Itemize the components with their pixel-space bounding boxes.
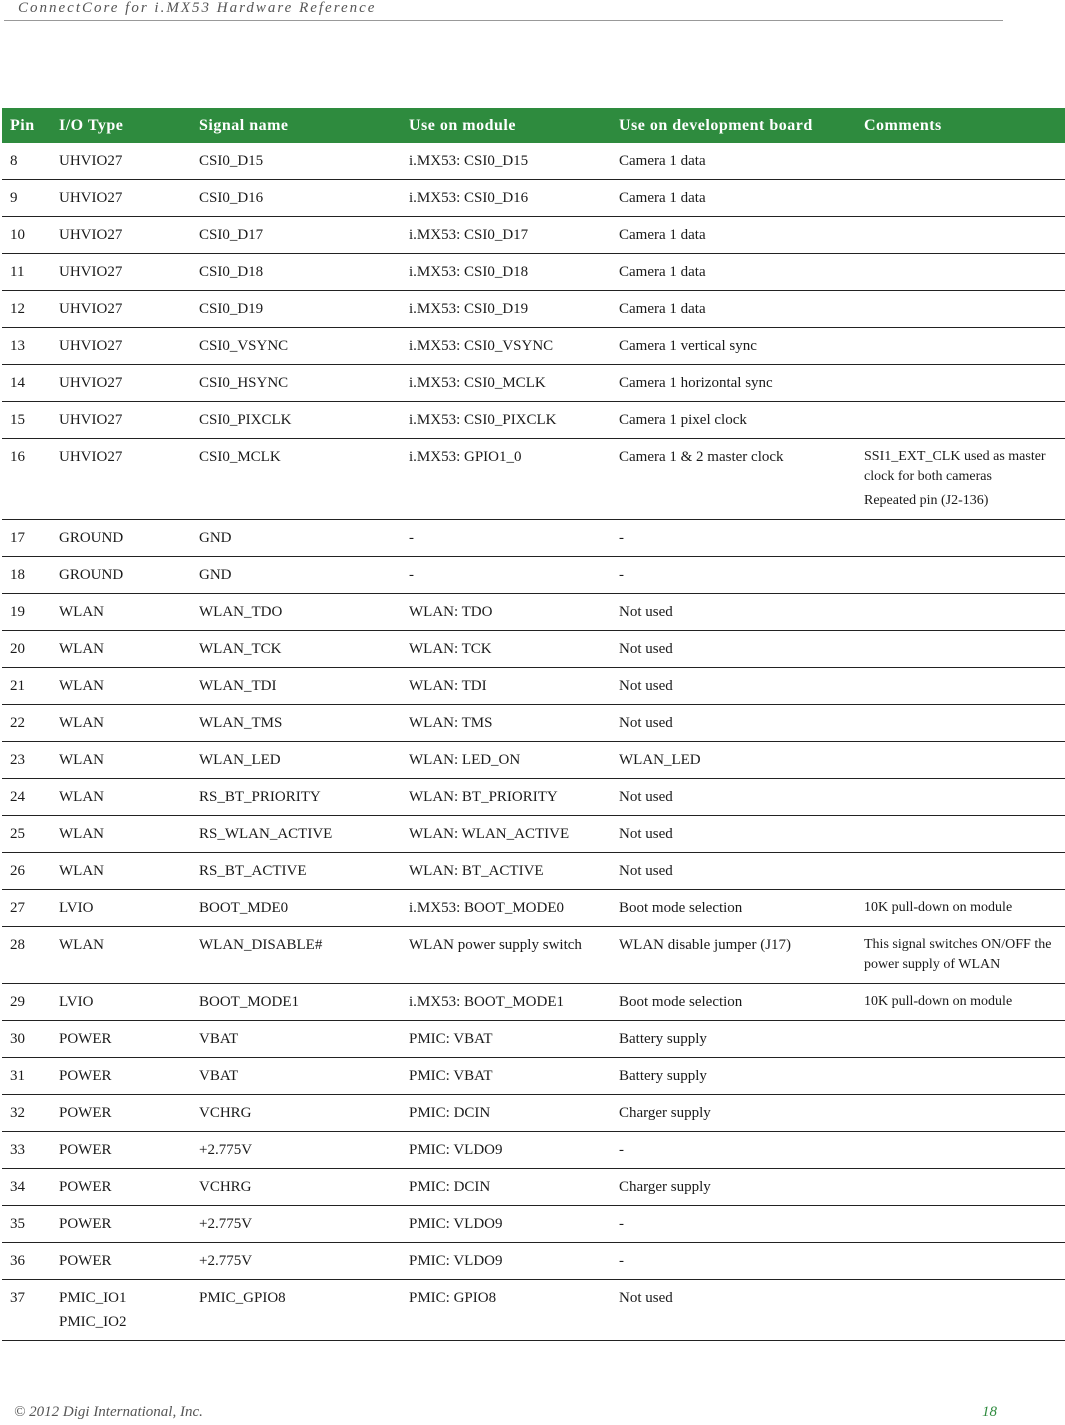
comments-cell <box>856 254 1065 291</box>
signal-name-cell: +2.775V <box>191 1132 401 1169</box>
comments-cell <box>856 1280 1065 1341</box>
use-on-module-cell: i.MX53: CSI0_D15 <box>401 143 611 180</box>
column-header-pin: Pin <box>2 108 51 143</box>
comments-cell <box>856 927 1065 984</box>
signal-name-cell: CSI0_D16 <box>191 180 401 217</box>
pin-cell: 15 <box>2 402 51 439</box>
table-row <box>2 890 1065 927</box>
use-on-module-cell: WLAN: BT_ACTIVE <box>401 853 611 890</box>
table-row <box>2 668 1065 705</box>
signal-name-cell: CSI0_PIXCLK <box>191 402 401 439</box>
pin-cell: 16 <box>2 439 51 520</box>
signal-name-cell: VBAT <box>191 1021 401 1058</box>
table-row <box>2 439 1065 520</box>
comments-cell <box>856 742 1065 779</box>
io-type-cell-line: WLAN <box>59 715 104 731</box>
signal-name-cell: RS_BT_ACTIVE <box>191 853 401 890</box>
io-type-cell <box>51 1095 191 1132</box>
use-on-module-cell: PMIC: GPIO8 <box>401 1280 611 1341</box>
io-type-cell <box>51 631 191 668</box>
comments-cell <box>856 520 1065 557</box>
use-on-module-cell: WLAN: TDO <box>401 594 611 631</box>
table-row <box>2 143 1065 180</box>
pin-cell: 29 <box>2 984 51 1021</box>
io-type-cell <box>51 927 191 984</box>
table-row <box>2 291 1065 328</box>
column-header-comments: Comments <box>856 108 1065 143</box>
pin-cell: 35 <box>2 1206 51 1243</box>
pin-cell: 34 <box>2 1169 51 1206</box>
io-type-cell-line: POWER <box>59 1179 112 1195</box>
pin-cell: 12 <box>2 291 51 328</box>
use-on-dev-board-cell: Camera 1 data <box>611 254 856 291</box>
signal-name-cell: CSI0_D19 <box>191 291 401 328</box>
comments-cell <box>856 890 1065 927</box>
comments-cell <box>856 143 1065 180</box>
use-on-dev-board-cell: Not used <box>611 631 856 668</box>
use-on-module-cell: PMIC: VBAT <box>401 1058 611 1095</box>
comments-cell <box>856 1021 1065 1058</box>
use-on-dev-board-cell: Camera 1 horizontal sync <box>611 365 856 402</box>
io-type-cell-line: WLAN <box>59 826 104 842</box>
pin-cell: 33 <box>2 1132 51 1169</box>
io-type-cell <box>51 143 191 180</box>
io-type-cell-line: LVIO <box>59 994 94 1010</box>
io-type-cell-line: UHVIO27 <box>59 338 123 354</box>
io-type-cell <box>51 1280 191 1341</box>
use-on-dev-board-cell: Camera 1 vertical sync <box>611 328 856 365</box>
pin-cell: 36 <box>2 1243 51 1280</box>
use-on-dev-board-cell: - <box>611 1206 856 1243</box>
table-row <box>2 705 1065 742</box>
use-on-module-cell: WLAN power supply switch <box>401 927 611 984</box>
table-row <box>2 1169 1065 1206</box>
io-type-cell <box>51 984 191 1021</box>
io-type-cell <box>51 853 191 890</box>
use-on-dev-board-cell: - <box>611 557 856 594</box>
signal-name-cell: CSI0_HSYNC <box>191 365 401 402</box>
table-row <box>2 254 1065 291</box>
use-on-module-cell: i.MX53: CSI0_MCLK <box>401 365 611 402</box>
comments-cell <box>856 217 1065 254</box>
comments-cell <box>856 180 1065 217</box>
footer-copyright: © 2012 Digi International, Inc. <box>14 1404 203 1420</box>
io-type-cell-line: WLAN <box>59 752 104 768</box>
use-on-module-cell: i.MX53: CSI0_D19 <box>401 291 611 328</box>
pin-cell: 14 <box>2 365 51 402</box>
use-on-dev-board-cell: Not used <box>611 853 856 890</box>
io-type-cell <box>51 742 191 779</box>
signal-name-cell: VCHRG <box>191 1095 401 1132</box>
io-type-cell <box>51 520 191 557</box>
use-on-dev-board-cell: Camera 1 data <box>611 180 856 217</box>
use-on-module-cell: WLAN: TCK <box>401 631 611 668</box>
comments-cell <box>856 631 1065 668</box>
signal-name-cell: WLAN_LED <box>191 742 401 779</box>
io-type-cell-line: UHVIO27 <box>59 412 123 428</box>
table-row <box>2 816 1065 853</box>
io-type-cell-line: POWER <box>59 1142 112 1158</box>
use-on-module-cell: PMIC: VLDO9 <box>401 1243 611 1280</box>
io-type-cell-line: PMIC_IO2 <box>59 1314 127 1330</box>
comments-cell <box>856 984 1065 1021</box>
io-type-cell-line: WLAN <box>59 937 104 953</box>
table-row <box>2 742 1065 779</box>
io-type-cell <box>51 557 191 594</box>
use-on-module-cell: i.MX53: CSI0_D17 <box>401 217 611 254</box>
use-on-module-cell: i.MX53: BOOT_MODE1 <box>401 984 611 1021</box>
io-type-cell <box>51 779 191 816</box>
comments-cell-line: SSI1_EXT_CLK used as master clock for both cameras <box>864 449 1046 484</box>
comments-cell <box>856 1169 1065 1206</box>
signal-name-cell: VCHRG <box>191 1169 401 1206</box>
pin-cell: 28 <box>2 927 51 984</box>
signal-name-cell: CSI0_VSYNC <box>191 328 401 365</box>
io-type-cell <box>51 1206 191 1243</box>
signal-name-cell: RS_BT_PRIORITY <box>191 779 401 816</box>
pin-cell: 10 <box>2 217 51 254</box>
pin-cell: 17 <box>2 520 51 557</box>
table-row <box>2 1132 1065 1169</box>
io-type-cell-line: UHVIO27 <box>59 301 123 317</box>
io-type-cell <box>51 1169 191 1206</box>
comments-cell-line: This signal switches ON/OFF the power supply of WLAN <box>864 937 1052 972</box>
use-on-module-cell: PMIC: DCIN <box>401 1169 611 1206</box>
use-on-dev-board-cell: - <box>611 520 856 557</box>
footer-page-number: 18 <box>982 1404 997 1420</box>
column-header-signal-name: Signal name <box>191 108 401 143</box>
io-type-cell-line: WLAN <box>59 863 104 879</box>
io-type-cell <box>51 816 191 853</box>
use-on-dev-board-cell: Charger supply <box>611 1095 856 1132</box>
pin-cell: 30 <box>2 1021 51 1058</box>
io-type-cell-line: POWER <box>59 1253 112 1269</box>
comments-cell-line: 10K pull-down on module <box>864 994 1013 1009</box>
table-row <box>2 557 1065 594</box>
signal-name-cell: GND <box>191 557 401 594</box>
io-type-cell-line: UHVIO27 <box>59 190 123 206</box>
signal-name-cell: CSI0_D17 <box>191 217 401 254</box>
table-row <box>2 594 1065 631</box>
use-on-module-cell: i.MX53: CSI0_VSYNC <box>401 328 611 365</box>
io-type-cell <box>51 594 191 631</box>
table-row <box>2 1243 1065 1280</box>
use-on-dev-board-cell: Not used <box>611 668 856 705</box>
use-on-dev-board-cell: Not used <box>611 705 856 742</box>
signal-name-cell: CSI0_D18 <box>191 254 401 291</box>
comments-cell <box>856 402 1065 439</box>
comments-cell <box>856 439 1065 520</box>
pin-cell: 32 <box>2 1095 51 1132</box>
header-rule <box>4 20 1003 21</box>
io-type-cell <box>51 402 191 439</box>
use-on-module-cell: PMIC: VLDO9 <box>401 1132 611 1169</box>
io-type-cell-line: UHVIO27 <box>59 153 123 169</box>
use-on-dev-board-cell: Battery supply <box>611 1058 856 1095</box>
io-type-cell <box>51 439 191 520</box>
table-row <box>2 1021 1065 1058</box>
table-row <box>2 1058 1065 1095</box>
pin-cell: 9 <box>2 180 51 217</box>
use-on-module-cell: PMIC: VBAT <box>401 1021 611 1058</box>
signal-name-cell: GND <box>191 520 401 557</box>
pin-cell: 22 <box>2 705 51 742</box>
signal-name-cell: BOOT_MODE1 <box>191 984 401 1021</box>
comments-cell <box>856 1243 1065 1280</box>
signal-name-cell: CSI0_MCLK <box>191 439 401 520</box>
io-type-cell-line: WLAN <box>59 604 104 620</box>
running-header: ConnectCore for i.MX53 Hardware Reference <box>18 0 377 16</box>
io-type-cell-line: GROUND <box>59 530 124 546</box>
pin-cell: 31 <box>2 1058 51 1095</box>
io-type-cell-line: LVIO <box>59 900 94 916</box>
table-row <box>2 927 1065 984</box>
use-on-dev-board-cell: Charger supply <box>611 1169 856 1206</box>
pin-cell: 18 <box>2 557 51 594</box>
comments-cell-line: 10K pull-down on module <box>864 900 1013 915</box>
io-type-cell-line: POWER <box>59 1216 112 1232</box>
comments-cell-line: Repeated pin (J2-136) <box>864 493 989 508</box>
io-type-cell-line: UHVIO27 <box>59 264 123 280</box>
io-type-cell-line: GROUND <box>59 567 124 583</box>
use-on-dev-board-cell: - <box>611 1243 856 1280</box>
use-on-module-cell: - <box>401 557 611 594</box>
use-on-module-cell: WLAN: WLAN_ACTIVE <box>401 816 611 853</box>
table-row <box>2 631 1065 668</box>
comments-cell <box>856 779 1065 816</box>
io-type-cell <box>51 217 191 254</box>
use-on-module-cell: WLAN: LED_ON <box>401 742 611 779</box>
use-on-dev-board-cell: Camera 1 & 2 master clock <box>611 439 856 520</box>
io-type-cell <box>51 180 191 217</box>
io-type-cell-line: UHVIO27 <box>59 449 123 465</box>
table-row <box>2 328 1065 365</box>
signal-name-cell: WLAN_DISABLE# <box>191 927 401 984</box>
signal-name-cell: PMIC_GPIO8 <box>191 1280 401 1341</box>
use-on-module-cell: PMIC: VLDO9 <box>401 1206 611 1243</box>
comments-cell <box>856 668 1065 705</box>
pin-cell: 11 <box>2 254 51 291</box>
pin-cell: 21 <box>2 668 51 705</box>
use-on-module-cell: i.MX53: CSI0_PIXCLK <box>401 402 611 439</box>
column-header-use-on-module: Use on module <box>401 108 611 143</box>
comments-cell <box>856 853 1065 890</box>
io-type-cell <box>51 1243 191 1280</box>
io-type-cell-line: UHVIO27 <box>59 375 123 391</box>
use-on-dev-board-cell: Camera 1 data <box>611 291 856 328</box>
pin-table-header-row <box>2 108 1065 143</box>
table-row <box>2 217 1065 254</box>
io-type-cell <box>51 1021 191 1058</box>
use-on-module-cell: i.MX53: CSI0_D16 <box>401 180 611 217</box>
use-on-dev-board-cell: Not used <box>611 816 856 853</box>
use-on-dev-board-cell: Boot mode selection <box>611 890 856 927</box>
comments-cell <box>856 557 1065 594</box>
io-type-cell <box>51 291 191 328</box>
column-header-io-type: I/O Type <box>51 108 191 143</box>
io-type-cell <box>51 1132 191 1169</box>
use-on-dev-board-cell: - <box>611 1132 856 1169</box>
io-type-cell-line: WLAN <box>59 789 104 805</box>
comments-cell <box>856 328 1065 365</box>
use-on-module-cell: i.MX53: CSI0_D18 <box>401 254 611 291</box>
use-on-module-cell: WLAN: BT_PRIORITY <box>401 779 611 816</box>
pin-cell: 20 <box>2 631 51 668</box>
use-on-dev-board-cell: WLAN disable jumper (J17) <box>611 927 856 984</box>
comments-cell <box>856 1132 1065 1169</box>
comments-cell <box>856 816 1065 853</box>
comments-cell <box>856 705 1065 742</box>
io-type-cell-line: PMIC_IO1 <box>59 1290 127 1306</box>
signal-name-cell: WLAN_TDO <box>191 594 401 631</box>
use-on-module-cell: PMIC: DCIN <box>401 1095 611 1132</box>
column-header-use-on-dev-board: Use on development board <box>611 108 856 143</box>
table-row <box>2 520 1065 557</box>
use-on-module-cell: - <box>401 520 611 557</box>
pin-table <box>2 108 1065 1341</box>
use-on-dev-board-cell: Camera 1 data <box>611 143 856 180</box>
io-type-cell-line: WLAN <box>59 641 104 657</box>
pin-cell: 26 <box>2 853 51 890</box>
use-on-dev-board-cell: Camera 1 data <box>611 217 856 254</box>
io-type-cell <box>51 254 191 291</box>
use-on-module-cell: WLAN: TDI <box>401 668 611 705</box>
io-type-cell <box>51 365 191 402</box>
use-on-dev-board-cell: Not used <box>611 779 856 816</box>
io-type-cell-line: UHVIO27 <box>59 227 123 243</box>
signal-name-cell: RS_WLAN_ACTIVE <box>191 816 401 853</box>
signal-name-cell: CSI0_D15 <box>191 143 401 180</box>
signal-name-cell: WLAN_TMS <box>191 705 401 742</box>
io-type-cell <box>51 890 191 927</box>
use-on-module-cell: i.MX53: GPIO1_0 <box>401 439 611 520</box>
io-type-cell-line: POWER <box>59 1105 112 1121</box>
pin-cell: 8 <box>2 143 51 180</box>
pin-cell: 25 <box>2 816 51 853</box>
table-row <box>2 779 1065 816</box>
use-on-dev-board-cell: WLAN_LED <box>611 742 856 779</box>
pin-cell: 37 <box>2 1280 51 1341</box>
table-row <box>2 365 1065 402</box>
comments-cell <box>856 1095 1065 1132</box>
pin-cell: 27 <box>2 890 51 927</box>
signal-name-cell: +2.775V <box>191 1206 401 1243</box>
pin-table-body <box>2 143 1065 1341</box>
io-type-cell <box>51 328 191 365</box>
table-row <box>2 853 1065 890</box>
io-type-cell-line: WLAN <box>59 678 104 694</box>
use-on-dev-board-cell: Not used <box>611 1280 856 1341</box>
use-on-dev-board-cell: Boot mode selection <box>611 984 856 1021</box>
table-row <box>2 402 1065 439</box>
comments-cell <box>856 1206 1065 1243</box>
table-row <box>2 984 1065 1021</box>
pin-cell: 19 <box>2 594 51 631</box>
signal-name-cell: WLAN_TDI <box>191 668 401 705</box>
use-on-module-cell: i.MX53: BOOT_MODE0 <box>401 890 611 927</box>
signal-name-cell: VBAT <box>191 1058 401 1095</box>
signal-name-cell: +2.775V <box>191 1243 401 1280</box>
pin-cell: 13 <box>2 328 51 365</box>
io-type-cell <box>51 1058 191 1095</box>
io-type-cell-line: POWER <box>59 1068 112 1084</box>
pin-cell: 23 <box>2 742 51 779</box>
use-on-dev-board-cell: Battery supply <box>611 1021 856 1058</box>
table-row <box>2 1206 1065 1243</box>
io-type-cell <box>51 668 191 705</box>
pin-cell: 24 <box>2 779 51 816</box>
comments-cell <box>856 365 1065 402</box>
signal-name-cell: BOOT_MDE0 <box>191 890 401 927</box>
table-row <box>2 180 1065 217</box>
signal-name-cell: WLAN_TCK <box>191 631 401 668</box>
io-type-cell <box>51 705 191 742</box>
io-type-cell-line: POWER <box>59 1031 112 1047</box>
comments-cell <box>856 1058 1065 1095</box>
use-on-module-cell: WLAN: TMS <box>401 705 611 742</box>
use-on-dev-board-cell: Camera 1 pixel clock <box>611 402 856 439</box>
table-row <box>2 1280 1065 1341</box>
use-on-dev-board-cell: Not used <box>611 594 856 631</box>
comments-cell <box>856 291 1065 328</box>
comments-cell <box>856 594 1065 631</box>
table-row <box>2 1095 1065 1132</box>
